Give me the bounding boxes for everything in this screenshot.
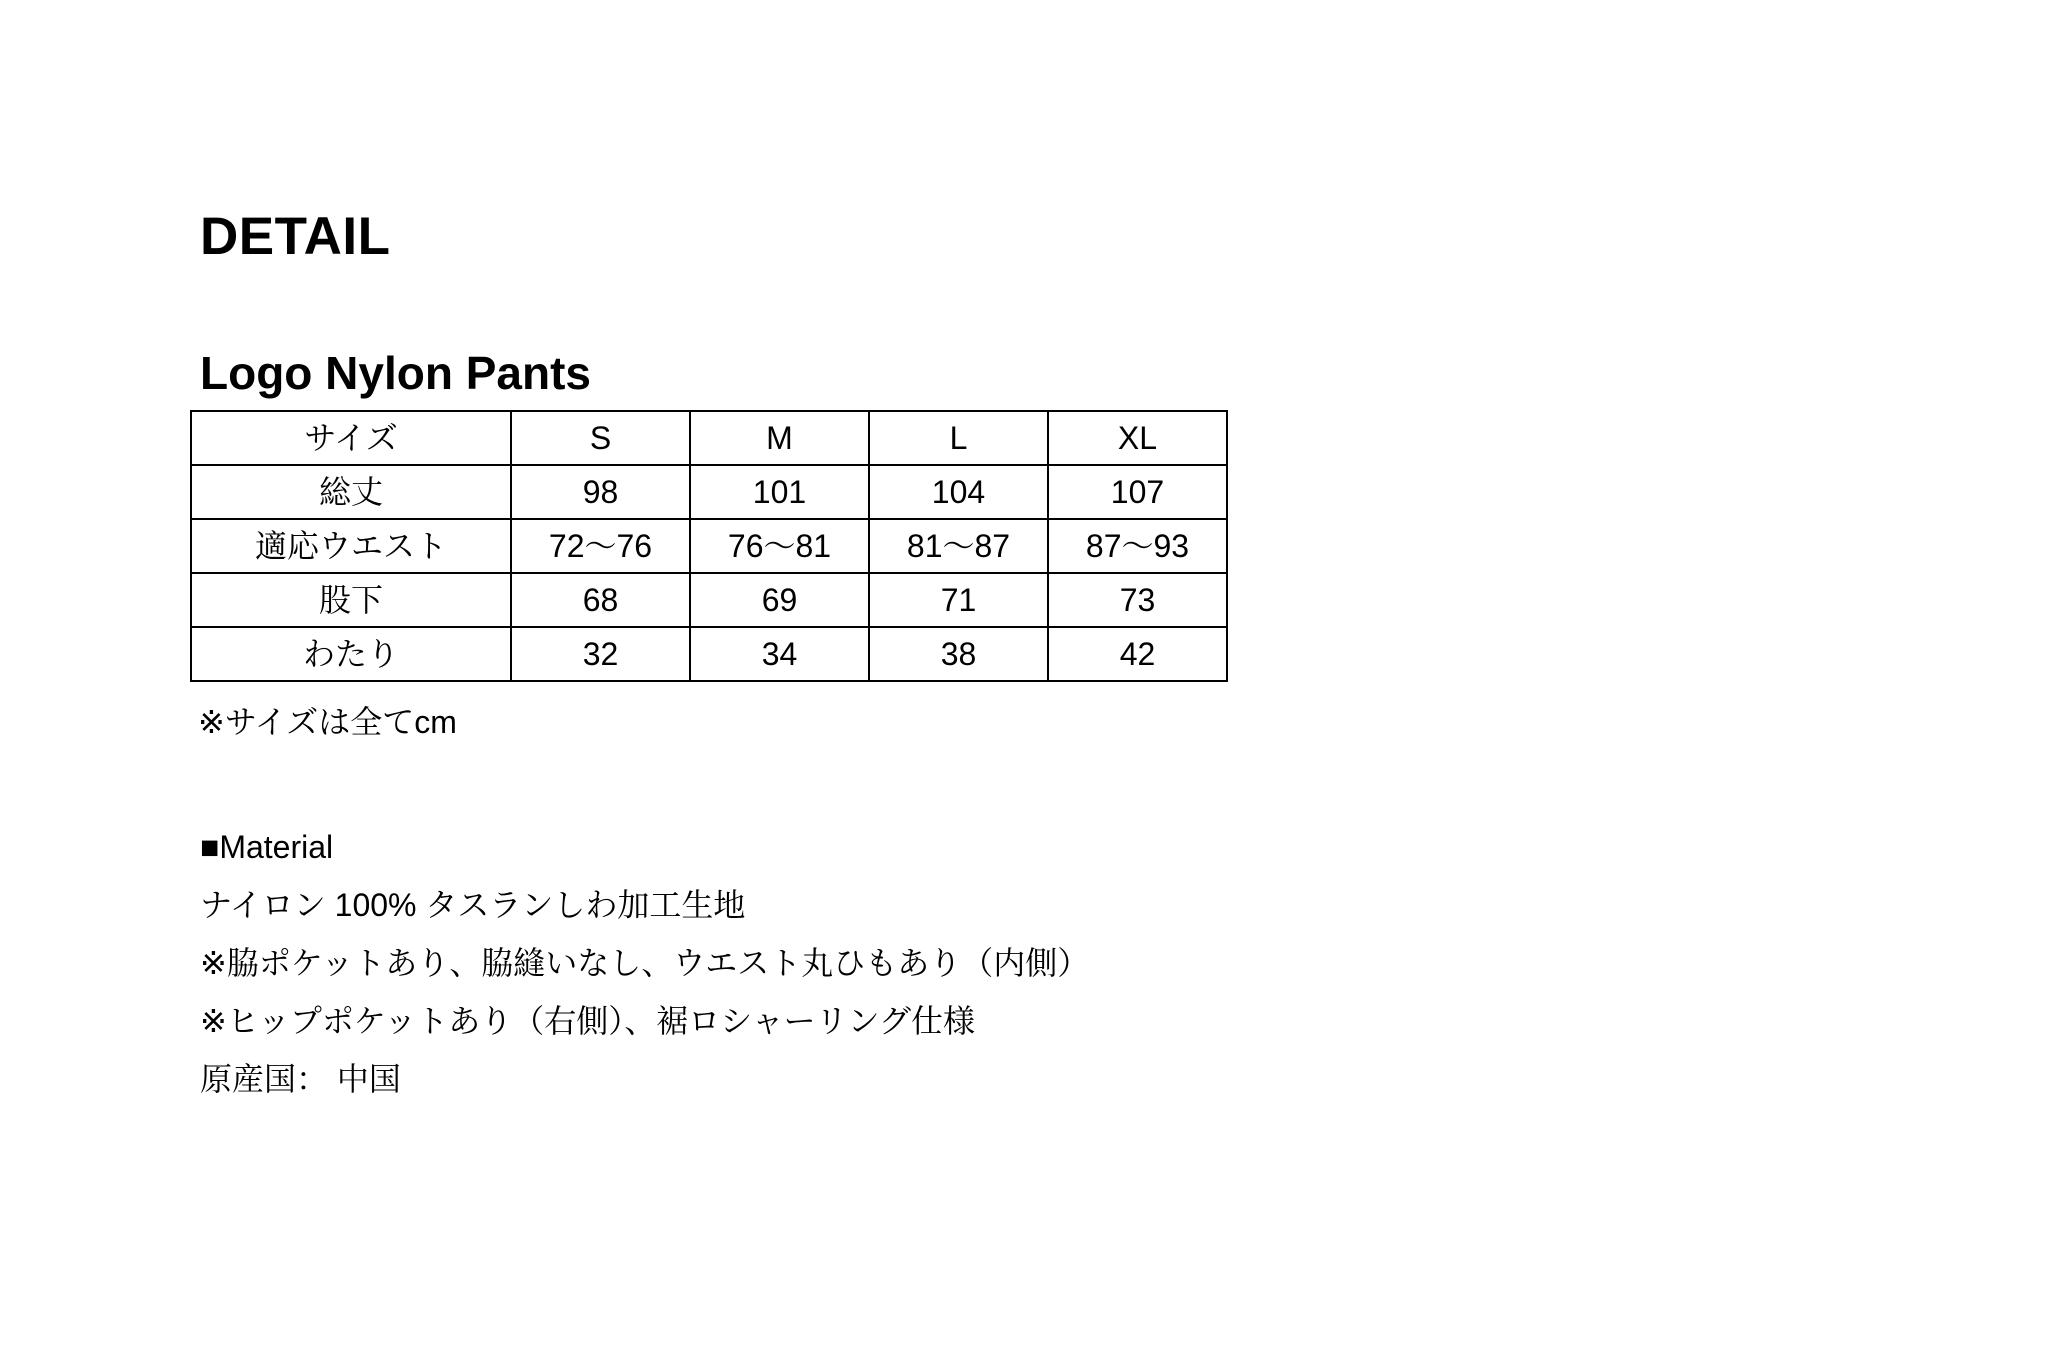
table-cell: 38 [869, 627, 1048, 681]
table-row [191, 465, 1227, 519]
row-label: わたり [191, 627, 511, 681]
table-cell: 32 [511, 627, 690, 681]
table-cell: 104 [869, 465, 1048, 519]
size-header-s: S [511, 411, 690, 465]
table-row [191, 519, 1227, 573]
size-table-header-row [191, 411, 1227, 465]
table-row [191, 627, 1227, 681]
product-name: Logo Nylon Pants [200, 347, 591, 399]
table-cell: 34 [690, 627, 869, 681]
row-label: 総丈 [191, 465, 511, 519]
page-heading: DETAIL [200, 207, 391, 266]
size-table [190, 410, 1228, 682]
row-label: 適応ウエスト [191, 519, 511, 573]
size-header-m: M [690, 411, 869, 465]
size-header-label: サイズ [191, 411, 511, 465]
table-cell: 76〜81 [690, 519, 869, 573]
size-header-l: L [869, 411, 1048, 465]
table-cell: 42 [1048, 627, 1227, 681]
table-cell: 87〜93 [1048, 519, 1227, 573]
table-cell: 69 [690, 573, 869, 627]
material-line: ※ヒップポケットあり（右側）、裾ロシャーリング仕様 [200, 1003, 975, 1039]
material-section [200, 818, 1089, 1108]
material-line: 原産国： 中国 [200, 1061, 401, 1097]
material-line: ※脇ポケットあり、脇縫いなし、ウエスト丸ひもあり（内側） [200, 945, 1090, 981]
size-note: ※サイズは全てcm [198, 704, 457, 740]
table-cell: 98 [511, 465, 690, 519]
table-cell: 101 [690, 465, 869, 519]
table-cell: 72〜76 [511, 519, 690, 573]
table-row [191, 573, 1227, 627]
table-cell: 107 [1048, 465, 1227, 519]
table-cell: 68 [511, 573, 690, 627]
table-cell: 71 [869, 573, 1048, 627]
material-line: ナイロン 100% タスランしわ加工生地 [200, 887, 746, 923]
table-cell: 81〜87 [869, 519, 1048, 573]
row-label: 股下 [191, 573, 511, 627]
table-cell: 73 [1048, 573, 1227, 627]
size-header-xl: XL [1048, 411, 1227, 465]
material-title: ■Material [200, 829, 334, 865]
